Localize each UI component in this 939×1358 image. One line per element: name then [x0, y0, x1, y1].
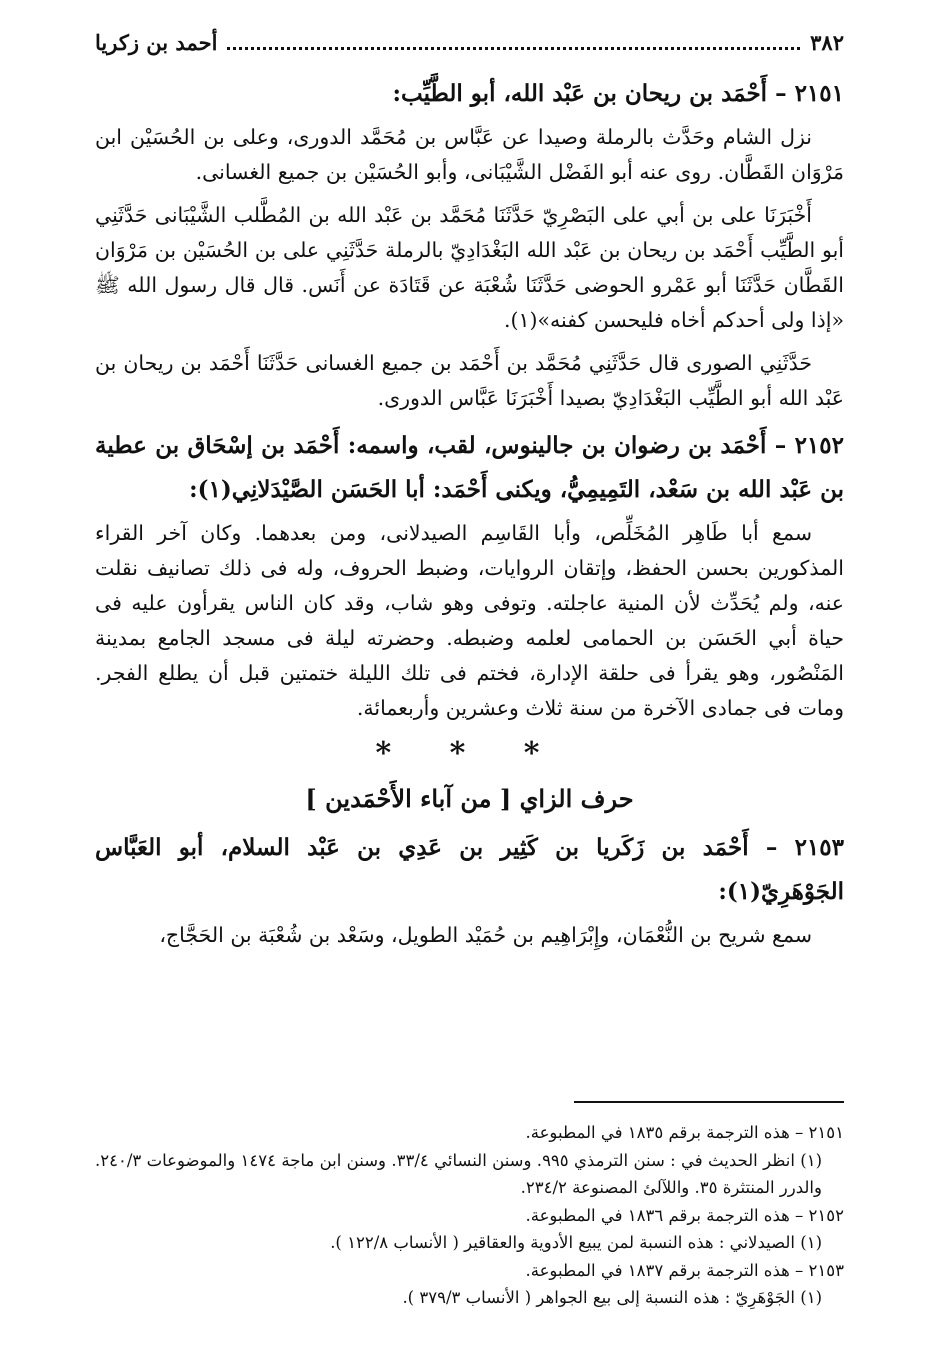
- entry-2153: [95, 826, 844, 953]
- footnote-line: ٢١٥١ – هذه الترجمة برقم ١٨٣٥ في المطبوعة.: [525, 1123, 844, 1142]
- page-number: ٣٨٢: [810, 30, 844, 55]
- entry-paragraph: نزل الشام وحَدَّث بالرملة وصيدا عن عَبَّاس بن مُحَمَّد الدورى، وعلى بن الحُسَيْن ابن مَرْوَان القَطَّان. روى عنه أبو الفَضْل الشَّيْبَانى، وأبو الحُسَيْن بن جميع الغسانى.: [95, 125, 844, 184]
- footnote-line: (١) انظر الحديث في : سنن الترمذي ٩٩٥. وسنن النسائي ٣٣/٤. وسنن ابن ماجة ١٤٧٤ والموضوعات ٢٤٠/٣. والدرر المنتثرة ٣٥. واللآلئ المصنوعة ٢٣٤/٢.: [95, 1150, 823, 1197]
- entry-2151: [95, 72, 844, 416]
- header-leader-dots: [227, 47, 800, 50]
- section-heading: حرف الزاي [ من آباء الأَحْمَدين ]: [305, 784, 634, 813]
- entry-paragraph: سمع شريح بن النُّعْمَان، وإِبْرَاهِيم بن حُمَيْد الطويل، وسَعْد بن شُعْبَة بن الحَجَّاج،: [159, 923, 812, 947]
- footnote-line: ٢١٥٢ – هذه الترجمة برقم ١٨٣٦ في المطبوعة.: [525, 1205, 844, 1225]
- footnote-line: (١) الصيدلاني : هذه النسبة لمن يبيع الأدوية والعقاقير ( الأنساب ١٢٢/٨ ).: [330, 1233, 822, 1252]
- entry-title: ٢١٥٣ – أَحْمَد بن زَكَريا بن كَثِير بن عَدِي بن عَبْد السلام، أبو العَبَّاس الجَوْهَرِيّ(١):: [95, 834, 844, 905]
- footnote-line: (١) الجَوْهَرِيّ : هذه النسبة إلى بيع الجواهر ( الأنساب ٣٧٩/٣ ).: [402, 1288, 822, 1307]
- running-title: أحمد بن زكريا: [95, 30, 218, 55]
- entry-title: ٢١٥١ – أَحْمَد بن ريحان بن عَبْد الله، أبو الطَّيِّب:: [392, 80, 844, 107]
- entry-paragraph: حَدَّثَنِي الصورى قال حَدَّثَنِي مُحَمَّد بن أَحْمَد بن جميع الغسانى حَدَّثَنَا أَحْمَد بن ريحان بن عَبْد الله أبو الطَّيِّب البَغْدَادِيّ بصيدا أَخْبَرَنَا عَبَّاس الدورى.: [95, 351, 844, 410]
- section-separator: * * *: [375, 736, 564, 771]
- entry-paragraph: أَخْبَرَنَا على بن أبي على البَصْرِيّ حَدَّثَنَا مُحَمَّد بن عَبْد الله بن المُطَّلب الشَّيْبَانى حَدَّثَنِي أبو الطَّيِّب أَحْمَد بن ريحان بن عَبْد الله البَغْدَادِيّ بالرملة حَدَّثَنِي على بن الحُسَيْن بن مَرْوَان القَطَّان حَدَّثَنَا أبو عَمْرو الحوضى حَدَّثَنَا شُعْبَة عن قَتَادَة عن أَنَس. قال قال رسول الله ﷺ «إذا ولى أحدكم أخاه فليحسن كفنه»(١).: [95, 203, 844, 332]
- entry-title: ٢١٥٢ – أَحْمَد بن رضوان بن جالينوس، لقب، واسمه: أَحْمَد بن إسْحَاق بن عطية بن عَبْد الله بن سَعْد، التَمِيمِيُّ، ويكنى أَحْمَد: أبا الحَسَن الصَّيْدَلانِي(١):: [95, 432, 844, 503]
- footnotes: [95, 1119, 844, 1312]
- footnote-divider: [574, 1101, 844, 1103]
- entry-2152: [95, 424, 844, 726]
- entry-paragraph: سمع أبا طَاهِر المُخَلِّص، وأبا القَاسِم الصيدلانى، ومن بعدهما. وكان آخر القراء المذكورين بحسن الحفظ، وإتقان الروايات، وضبط الحروف، وله فى ذلك تصانيف نقلت عنه، ولم يُحَدِّث لأن المنية عاجلته. وتوفى وهو شاب، وقد كان الناس يقرأون عليه فى حياة أبي الحَسَن بن الحمامى لعلمه وضبطه. وحضرته ليلة فى مسجد الجامع بمدينة المَنْصُور، وهو يقرأ فى حلقة الإدارة، فختم فى تلك الليلة ختمتين قبل أن يطلع الفجر. ومات فى جمادى الآخرة من سنة ثلاث وعشرين وأربعمائة.: [95, 521, 844, 720]
- footnote-line: ٢١٥٣ – هذه الترجمة برقم ١٨٣٧ في المطبوعة.: [525, 1260, 844, 1280]
- page-header: [95, 30, 844, 70]
